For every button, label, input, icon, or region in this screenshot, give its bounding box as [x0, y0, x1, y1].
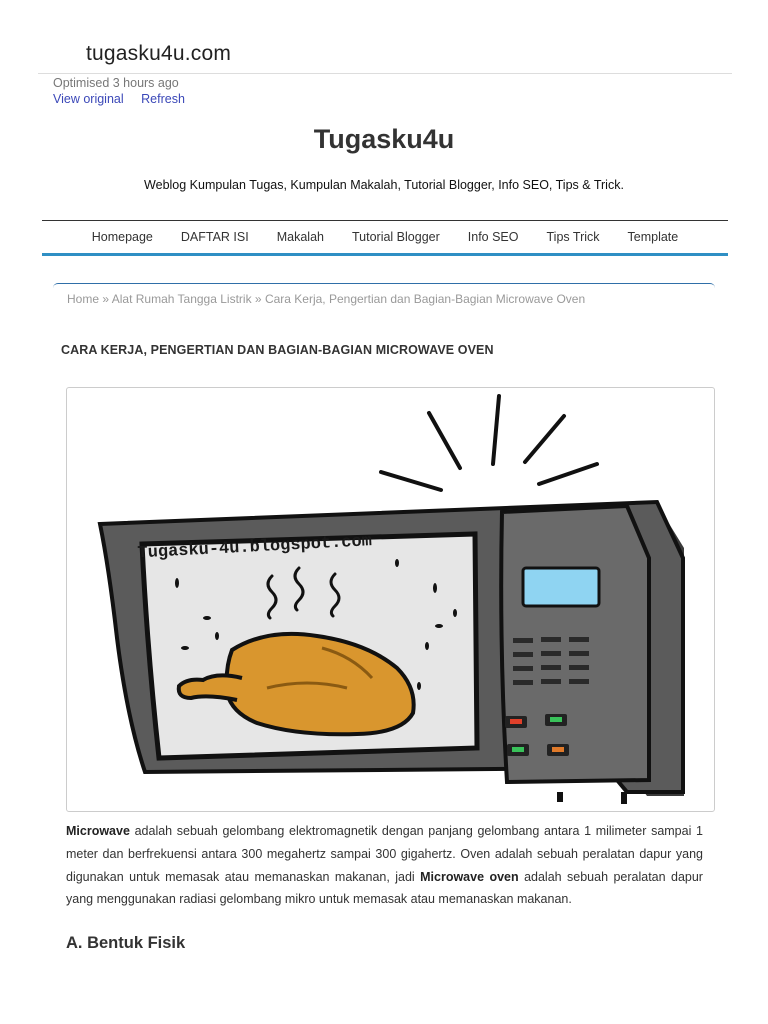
optimisation-info — [53, 76, 199, 106]
section-heading: A. Bentuk Fisik — [66, 934, 186, 952]
paragraph-text: adalah sebuah gelombang elektromagnetik dengan panjang gelombang antara 1 milimeter sampai 1 meter dan berfrekuensi antara 300 megahertz sampai 300 gigahertz. Oven adalah sebuah peralatan dapur yang digunakan untuk memasak atau memanaskan makanan, jadi — [66, 824, 703, 884]
paragraph-text: adalah sebuah peralatan dapur yang menggunakan radiasi gelombang mikro untuk memasak atau memanaskan makanan. — [66, 869, 703, 907]
breadcrumb-home[interactable]: Home — [67, 292, 100, 306]
nav-item-homepage[interactable]: Homepage — [91, 230, 153, 244]
site-host: tugasku4u.com — [86, 42, 232, 65]
content-box-top — [53, 283, 715, 290]
microwave-oven-icon — [67, 388, 714, 811]
breadcrumb-separator: » — [254, 292, 262, 306]
breadcrumb-current: Cara Kerja, Pengertian dan Bagian-Bagian Microwave Oven — [264, 292, 586, 306]
term-microwave: Microwave — [66, 824, 130, 838]
nav-item-makalah[interactable]: Makalah — [276, 230, 324, 244]
view-original-link[interactable]: View original — [53, 92, 124, 106]
breadcrumb — [67, 292, 585, 306]
header-divider — [38, 73, 732, 74]
breadcrumb-separator: » — [102, 292, 110, 306]
main-nav — [42, 220, 728, 256]
post-title: CARA KERJA, PENGERTIAN DAN BAGIAN-BAGIAN MICROWAVE OVEN — [61, 343, 494, 357]
blog-title[interactable]: Tugasku4u — [313, 124, 455, 154]
optimised-label: Optimised 3 hours ago — [53, 76, 179, 90]
nav-item-tutorial-blogger[interactable]: Tutorial Blogger — [351, 230, 440, 244]
nav-item-daftar-isi[interactable]: DAFTAR ISI — [180, 230, 249, 244]
breadcrumb-category[interactable]: Alat Rumah Tangga Listrik — [111, 292, 252, 306]
microwave-illustration — [66, 387, 715, 812]
image-watermark: Tugasku-4u.blogspot.com — [137, 532, 373, 564]
nav-item-tips-trick[interactable]: Tips Trick — [546, 230, 600, 244]
nav-item-info-seo[interactable]: Info SEO — [467, 230, 519, 244]
term-microwave-oven: Microwave oven — [420, 869, 519, 884]
blog-tagline: Weblog Kumpulan Tugas, Kumpulan Makalah, Tutorial Blogger, Info SEO, Tips & Trick. — [144, 178, 624, 192]
post-paragraph — [66, 820, 703, 911]
nav-item-template[interactable]: Template — [627, 230, 679, 244]
refresh-link[interactable]: Refresh — [141, 92, 185, 106]
